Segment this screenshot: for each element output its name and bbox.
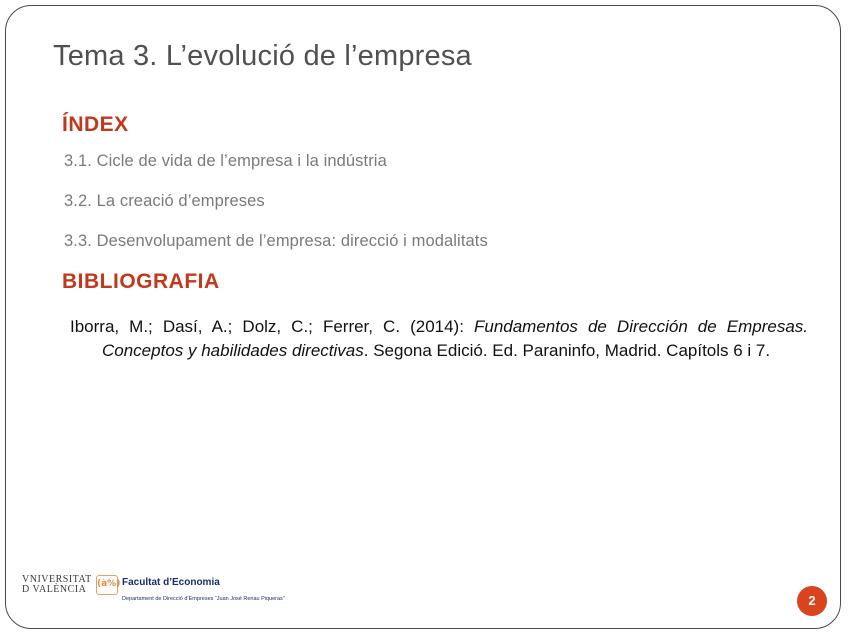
- faculty-name: Facultat d’Economia: [122, 577, 220, 588]
- index-item-3-2: 3.2. La creació d’empreses: [64, 192, 265, 210]
- department-name: Departament de Direcció d’Empreses “Juan José Renau Piqueras”: [122, 596, 285, 602]
- page-number-badge: 2: [797, 586, 827, 616]
- bibliography-publication-info: . Segona Edició. Ed. Paraninfo, Madrid. Capítols 6 i 7.: [363, 341, 771, 360]
- faculty-logo-icon: (à%): [96, 575, 118, 595]
- bibliography-entry: [70, 315, 808, 363]
- index-item-3-3: 3.3. Desenvolupament de l’empresa: direcció i modalitats: [64, 232, 488, 250]
- bibliography-heading: BIBLIOGRAFIA: [62, 270, 220, 293]
- bibliography-authors: Iborra, M.; Dasí, A.; Dolz, C.; Ferrer, C. (2014):: [70, 317, 474, 336]
- university-name: VNIVERSITAT D VALÈNCIA: [22, 574, 92, 595]
- bibliography-book-title: Fundamentos de Dirección de Empresas. Conceptos y habilidades directivas: [102, 317, 809, 360]
- slide-title: Tema 3. L’evolució de l’empresa: [53, 40, 472, 72]
- university-logo: [22, 573, 322, 611]
- index-item-3-1: 3.1. Cicle de vida de l’empresa i la indústria: [64, 152, 387, 170]
- index-heading: ÍNDEX: [62, 113, 129, 136]
